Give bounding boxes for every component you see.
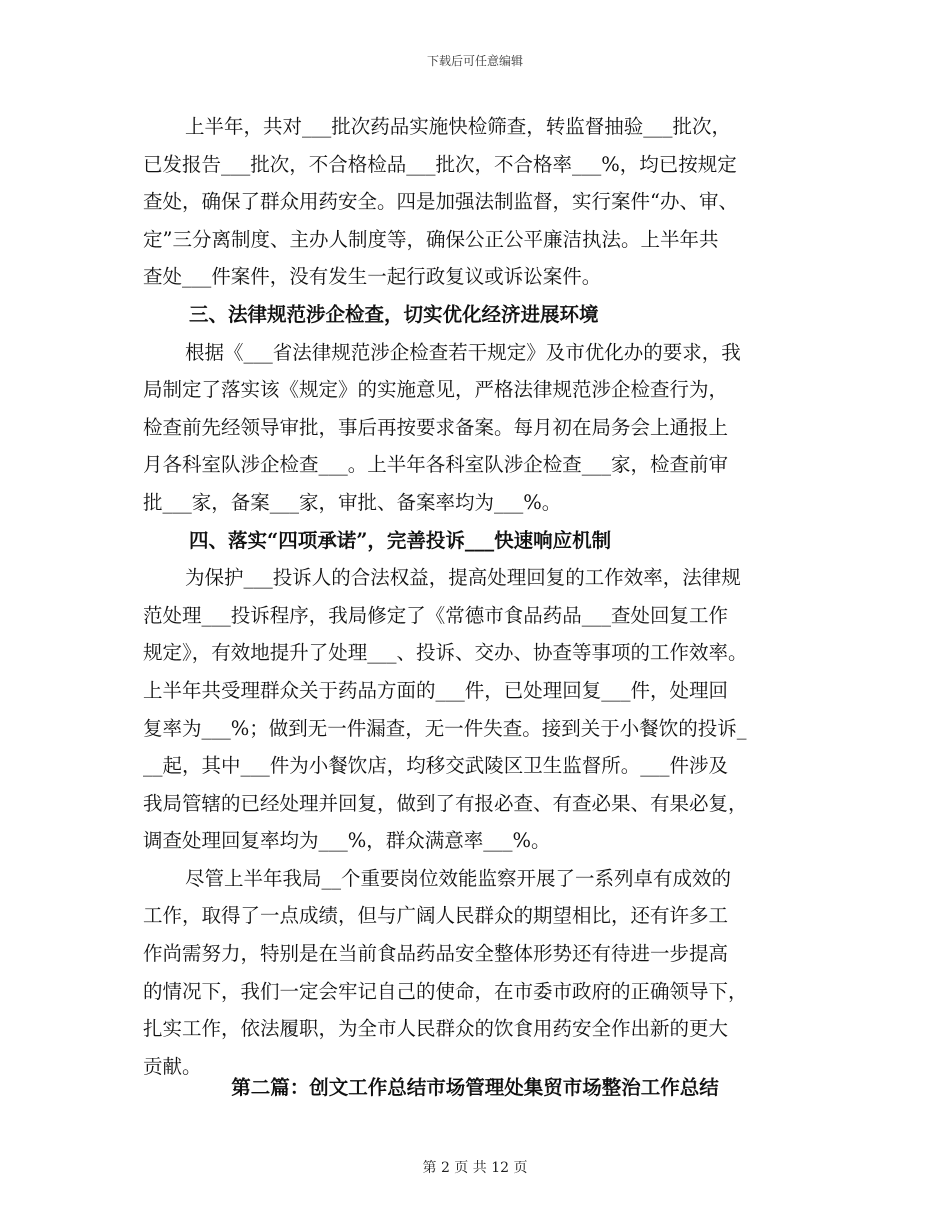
- text-line: 尽管上半年我局__个重要岗位效能监察开展了一系列卓有成效的: [185, 866, 732, 890]
- text-line: 调查处理回复率均为___%，群众满意率___%。: [143, 829, 551, 853]
- text-line: 已发报告___批次，不合格检品___批次，不合格率___%，均已按规定: [143, 152, 737, 176]
- text-line: 范处理___投诉程序，我局修定了《常德市食品药品___查处回复工作: [143, 603, 729, 627]
- section-heading-3: 三、法律规范涉企检查，切实优化经济进展环境: [189, 302, 599, 326]
- text-line: 作尚需努力，特别是在当前食品药品安全整体形势还有待进一步提高: [143, 942, 729, 966]
- text-line: 贡献。: [143, 1054, 202, 1078]
- paragraph-complaints: [143, 559, 808, 860]
- text-line: 局制定了落实该《规定》的实施意见，严格法律规范涉企检查行为，: [143, 378, 729, 402]
- text-line: 上半年共受理群众关于药品方面的___件，已处理回复___件，处理回: [143, 678, 729, 702]
- paragraph-enterprise-inspection: [143, 334, 808, 522]
- text-line: 我局管辖的已经处理并回复，做到了有报必查、有查必果、有果必复，: [143, 791, 748, 815]
- paragraph-conclusion: [143, 860, 808, 1086]
- text-line: 批___家，备案___家，审批、备案率均为___%。: [143, 490, 562, 514]
- paragraph-drug-inspection: [143, 108, 808, 296]
- text-line: 扎实工作，依法履职，为全市人民群众的饮食用药安全作出新的更大: [143, 1017, 729, 1041]
- text-line: 工作，取得了一点成绩，但与广阔人民群众的期望相比，还有许多工: [143, 904, 729, 928]
- text-line: 月各科室队涉企检查___。上半年各科室队涉企检查___家，检查前审: [143, 453, 729, 477]
- text-line: 根据《___省法律规范涉企检查若干规定》及市优化办的要求，我: [185, 340, 741, 364]
- text-line: 查处，确保了群众用药安全。四是加强法制监督，实行案件“办、审、: [143, 190, 738, 214]
- chapter-title: 第二篇：创文工作总结市场管理处集贸市场整治工作总结: [231, 1076, 719, 1099]
- section-heading-4: 四、落实“四项承诺”，完善投诉___快速响应机制: [189, 528, 612, 552]
- text-line: 定”三分离制度、主办人制度等，确保公正公平廉洁执法。上半年共: [143, 227, 719, 251]
- text-line: 检查前先经领导审批，事后再按要求备案。每月初在局务会上通报上: [143, 415, 729, 439]
- text-line: __起，其中___件为小餐饮店，均移交武陵区卫生监督所。___件涉及: [143, 754, 729, 778]
- text-line: 为保护___投诉人的合法权益，提高处理回复的工作效率，法律规: [185, 566, 741, 590]
- document-body: [143, 108, 808, 1085]
- text-line: 查处___件案件，没有发生一起行政复议或诉讼案件。: [143, 265, 602, 289]
- text-line: 复率为___%；做到无一件漏查，无一件失查。接到关于小餐饮的投诉_: [143, 716, 747, 740]
- page-footer: 第 2 页 共 12 页: [422, 1160, 528, 1176]
- text-line: 上半年，共对___批次药品实施快检筛查，转监督抽验___批次，: [185, 115, 732, 138]
- text-line: 规定》，有效地提升了处理___、投诉、交办、协查等事项的工作效率。: [143, 641, 748, 665]
- text-line: 的情况下，我们一定会牢记自己的使命，在市委市政府的正确领导下，: [143, 979, 748, 1003]
- page-header: 下载后可任意编辑: [426, 54, 523, 68]
